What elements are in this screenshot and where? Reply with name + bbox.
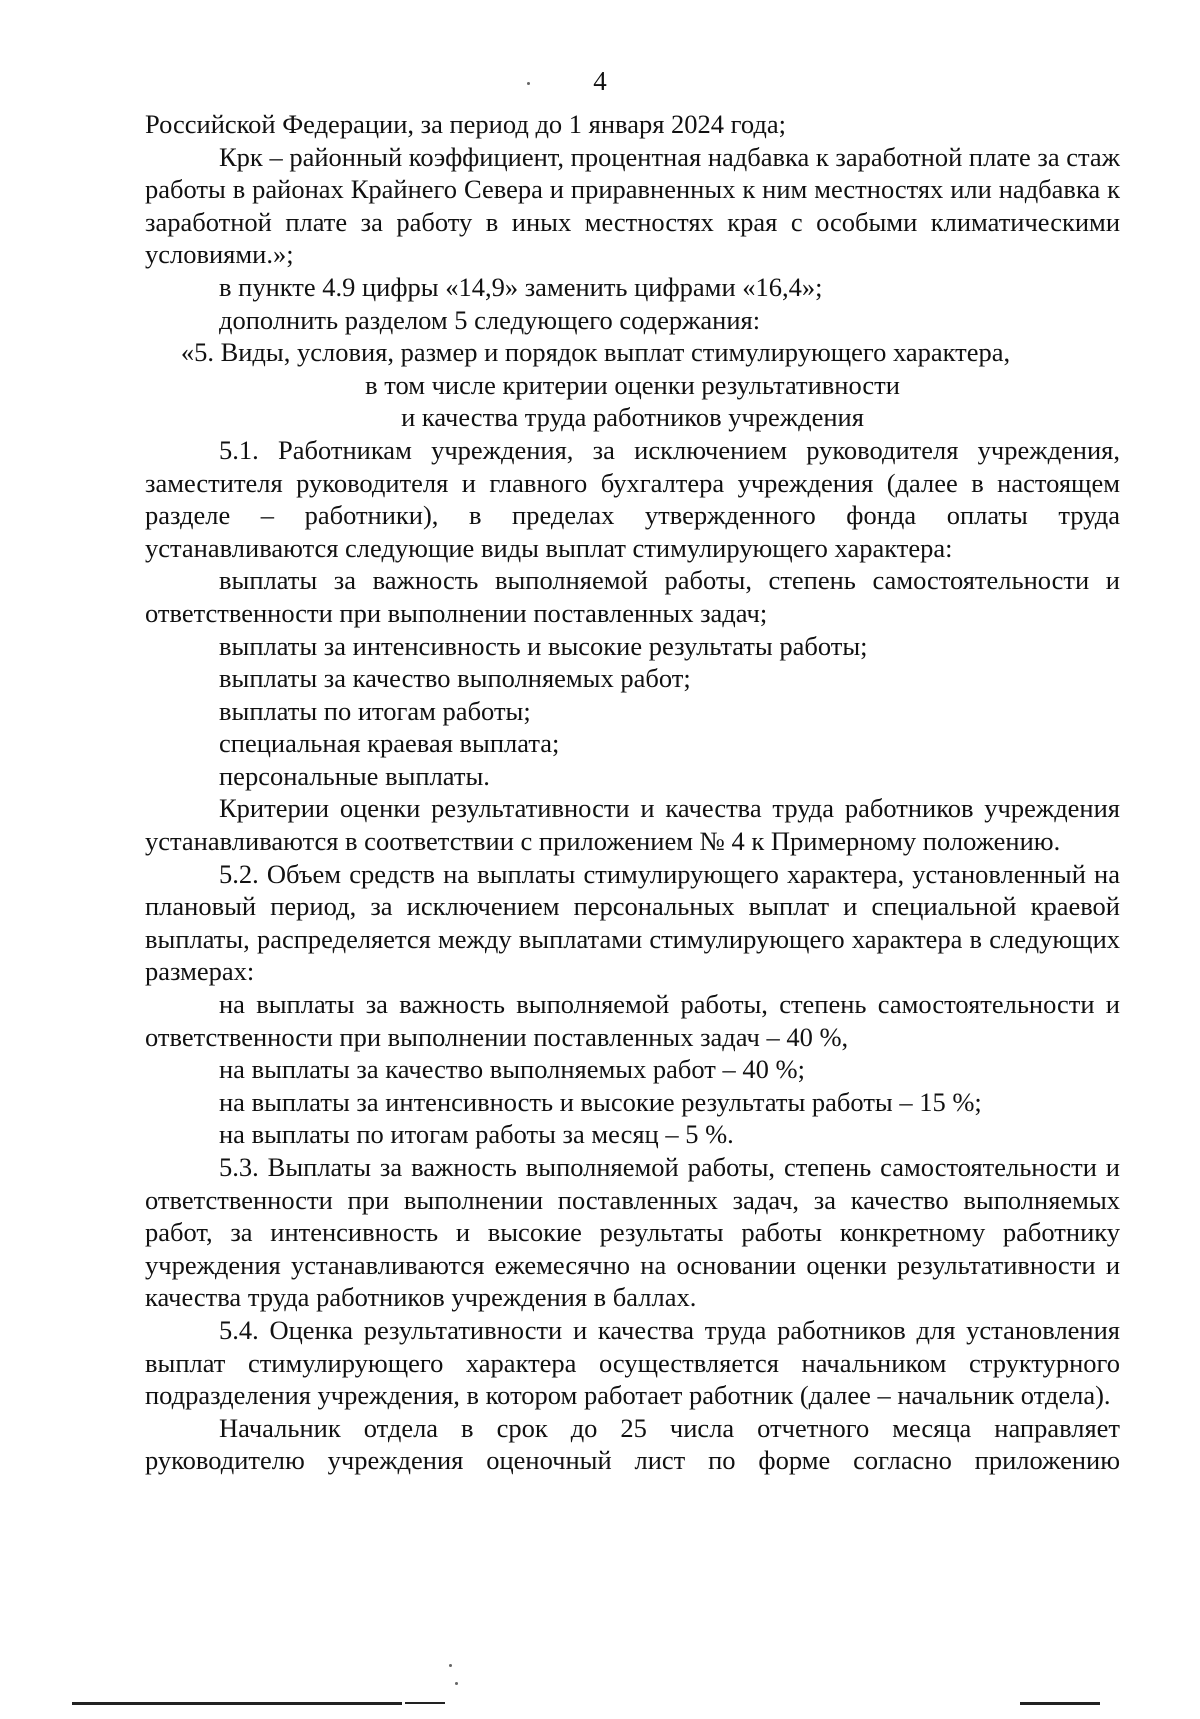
scan-edge-line-right [1020, 1702, 1100, 1705]
list-item-share-quality: на выплаты за качество выполняемых работ – 40 %; [219, 1054, 805, 1085]
scan-speck [449, 1664, 452, 1667]
paragraph-5-3: 5.3. Выплаты за важность выполняемой работы, степень самостоятельности и ответственности при выполнении поставленных задач, за качество выполняемых работ, за интенсивность и высокие результаты работы конкретному работнику учреждения устанавливаются ежемесячно на основании оценки результативности и качества труда работников учреждения в баллах. [145, 1152, 1120, 1313]
list-item-intensity: выплаты за интенсивность и высокие результаты работы; [219, 630, 868, 661]
scan-edge-line-left [72, 1702, 402, 1705]
list-item-share-monthly: на выплаты по итогам работы за месяц – 5 %. [219, 1119, 734, 1150]
page-number: 4 [593, 66, 607, 96]
list-item-importance: выплаты за важность выполняемой работы, степень самостоятельности и ответственности при выполнении поставленных задач; [145, 565, 1120, 628]
section-5-heading-line-2: в том числе критерии оценки результативности [365, 369, 900, 400]
paragraph-criteria: Критерии оценки результативности и качества труда работников учреждения устанавливаются в соответствии с приложением № 4 к Примерному положению. [145, 793, 1120, 857]
paragraph-continuation: Российской Федерации, за период до 1 января 2024 года; [145, 109, 786, 139]
paragraph-point-4-9: в пункте 4.9 цифры «14,9» заменить цифрами «16,4»; [219, 271, 823, 302]
scan-speck [455, 1682, 458, 1685]
scan-speck [527, 82, 530, 85]
paragraph-head-of-department: Начальник отдела в срок до 25 числа отчетного месяца направляет руководителю учреждения оценочный лист по форме согласно приложению [145, 1412, 1120, 1476]
paragraph-add-section-5: дополнить разделом 5 следующего содержания: [219, 304, 761, 335]
list-item-results: выплаты по итогам работы; [219, 695, 531, 726]
list-item-personal: персональные выплаты. [219, 760, 490, 791]
paragraph-krk-definition: Крк – районный коэффициент, процентная надбавка к заработной плате за стаж работы в районах Крайнего Севера и приравненных к ним местностях или надбавка к заработной плате за работу в иных местностях края с особыми климатическими условиями.»; [145, 141, 1120, 270]
section-5-heading-line-1: «5. Виды, условия, размер и порядок выплат стимулирующего характера, [180, 337, 1011, 368]
document-body [145, 108, 1120, 1477]
list-item-share-importance: на выплаты за важность выполняемой работы, степень самостоятельности и ответственности при выполнении поставленных задач – 40 %, [145, 989, 1120, 1052]
paragraph-5-2: 5.2. Объем средств на выплаты стимулирующего характера, установленный на плановый период, за исключением персональных выплат и специальной краевой выплаты, распределяется между выплатами стимулирующего характера в следующих размерах: [145, 858, 1120, 987]
paragraph-5-1: 5.1. Работникам учреждения, за исключением руководителя учреждения, заместителя руководителя и главного бухгалтера учреждения (далее в настоящем разделе – работники), в пределах утвержденного фонда оплаты труда устанавливаются следующие виды выплат стимулирующего характера: [145, 434, 1120, 563]
list-item-share-intensity: на выплаты за интенсивность и высокие результаты работы – 15 %; [219, 1086, 982, 1117]
paragraph-5-4: 5.4. Оценка результативности и качества труда работников для установления выплат стимулирующего характера осуществляется начальником структурного подразделения учреждения, в котором работает работник (далее – начальник отдела). [145, 1314, 1120, 1411]
list-item-quality: выплаты за качество выполняемых работ; [219, 663, 691, 694]
list-item-special-regional: специальная краевая выплата; [219, 728, 560, 759]
section-5-heading-line-3: и качества труда работников учреждения [401, 402, 864, 433]
scan-edge-line-mid [405, 1702, 445, 1704]
